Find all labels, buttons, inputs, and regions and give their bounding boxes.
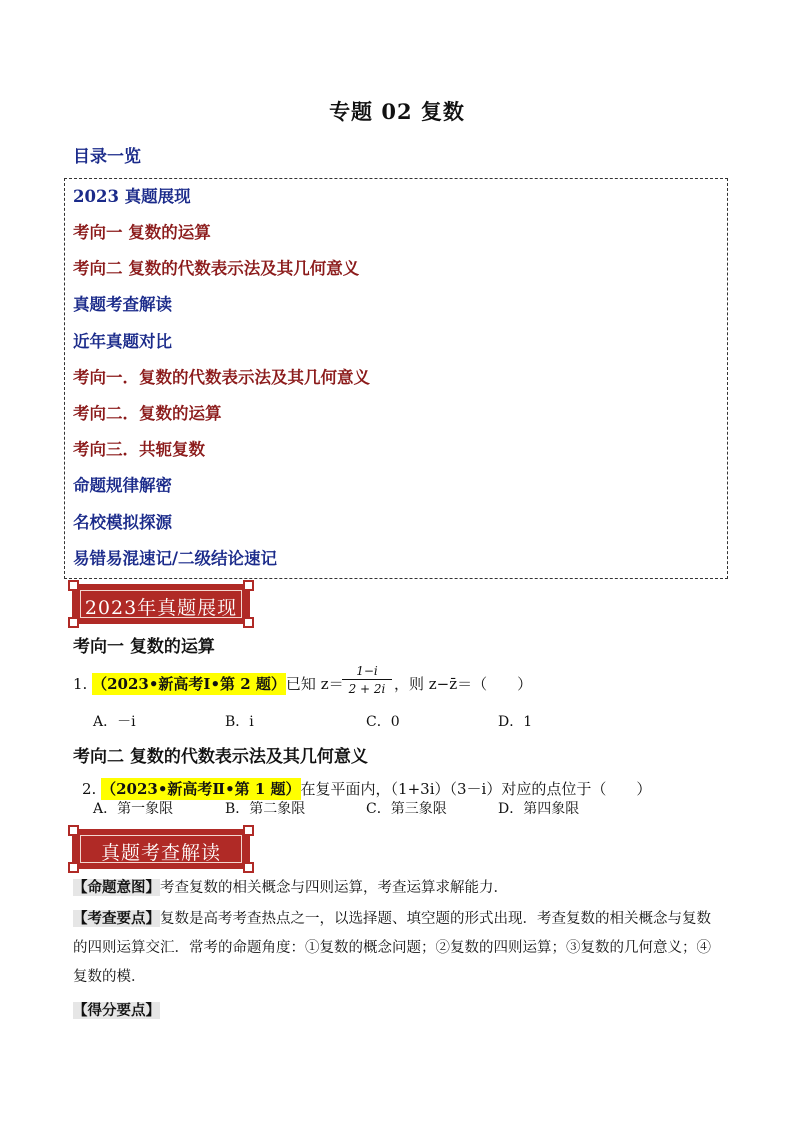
question-text: 已知 z＝ bbox=[285, 675, 344, 693]
banner-corner-ornament bbox=[68, 580, 79, 591]
toc-item-comparison-topic1[interactable]: 考向一．复数的代数表示法及其几何意义 bbox=[73, 368, 370, 387]
banner-corner-ornament bbox=[243, 862, 254, 873]
toc-item-comparison-topic2[interactable]: 考向二．复数的运算 bbox=[73, 404, 222, 423]
intent-tag: 【命题意图】 bbox=[73, 879, 160, 896]
toc-item-school-simulation[interactable]: 名校模拟探源 bbox=[73, 513, 172, 532]
question-1-tail: ，则 z−z̄＝（ ） bbox=[394, 675, 533, 693]
toc-heading: 目录一览 bbox=[73, 147, 141, 167]
banner-title: 2023年真题展现 bbox=[84, 597, 238, 619]
question-source: （2023•新高考Ⅰ•第 2 题） bbox=[92, 675, 286, 693]
toc-item-exam-analysis[interactable]: 真题考查解读 bbox=[73, 295, 172, 314]
option-b[interactable]: B．i bbox=[225, 714, 254, 730]
toc-box bbox=[64, 178, 728, 579]
question-1 bbox=[73, 673, 344, 694]
option-d[interactable]: D．1 bbox=[498, 714, 533, 730]
analysis-score bbox=[73, 996, 723, 1026]
fraction-numerator: 1−i bbox=[342, 664, 392, 680]
toc-item-pattern-decoding[interactable]: 命题规律解密 bbox=[73, 476, 172, 495]
fraction-denominator: 2 + 2i bbox=[348, 682, 386, 696]
option-a[interactable]: A．－i bbox=[93, 714, 136, 730]
banner-exam-analysis bbox=[72, 829, 250, 869]
option-a[interactable]: A．第一象限 bbox=[93, 801, 174, 817]
question-2 bbox=[82, 778, 651, 799]
page-title: 专题 02 复数 bbox=[329, 99, 465, 124]
option-c[interactable]: C．第三象限 bbox=[366, 801, 447, 817]
section-heading-topic2: 考向二 复数的代数表示法及其几何意义 bbox=[73, 747, 368, 767]
banner-corner-ornament bbox=[243, 580, 254, 591]
points-text: 复数是高考考查热点之一，以选择题、填空题的形式出现．考查复数的相关概念与复数的四则运算交汇．常考的命题角度：①复数的概念问题；②复数的四则运算；③复数的几何意义；④复数的模． bbox=[73, 911, 711, 985]
toc-item-error-notes[interactable]: 易错易混速记/二级结论速记 bbox=[73, 549, 278, 568]
fraction bbox=[342, 664, 392, 696]
banner-corner-ornament bbox=[243, 825, 254, 836]
banner-title: 真题考查解读 bbox=[100, 842, 221, 864]
banner-corner-ornament bbox=[68, 617, 79, 628]
section-heading-topic1: 考向一 复数的运算 bbox=[73, 637, 215, 657]
option-c[interactable]: C．0 bbox=[366, 714, 400, 730]
intent-text: 考查复数的相关概念与四则运算，考查运算求解能力． bbox=[160, 880, 508, 896]
analysis-points bbox=[73, 904, 723, 992]
question-number: 2. bbox=[82, 780, 97, 798]
banner-corner-ornament bbox=[68, 825, 79, 836]
option-d[interactable]: D．第四象限 bbox=[498, 801, 580, 817]
question-source: （2023•新高考Ⅱ•第 1 题） bbox=[101, 780, 301, 798]
banner-corner-ornament bbox=[243, 617, 254, 628]
toc-item-topic1-operations[interactable]: 考向一 复数的运算 bbox=[73, 223, 211, 242]
toc-item-comparison-topic3[interactable]: 考向三．共轭复数 bbox=[73, 440, 205, 459]
option-b[interactable]: B．第二象限 bbox=[225, 801, 306, 817]
points-tag: 【考查要点】 bbox=[73, 910, 160, 927]
banner-2023-real-questions bbox=[72, 584, 250, 624]
toc-item-recent-comparison[interactable]: 近年真题对比 bbox=[73, 332, 172, 351]
question-text: 在复平面内，（1+3i）（3－i）对应的点位于（ ） bbox=[300, 780, 652, 798]
banner-corner-ornament bbox=[68, 862, 79, 873]
toc-item-2023-real-questions[interactable]: 2023 真题展现 bbox=[73, 187, 191, 206]
question-number: 1. bbox=[73, 675, 88, 693]
toc-item-topic2-algebraic-form[interactable]: 考向二 复数的代数表示法及其几何意义 bbox=[73, 259, 360, 278]
score-tag: 【得分要点】 bbox=[73, 1002, 160, 1019]
analysis-intent bbox=[73, 873, 723, 903]
